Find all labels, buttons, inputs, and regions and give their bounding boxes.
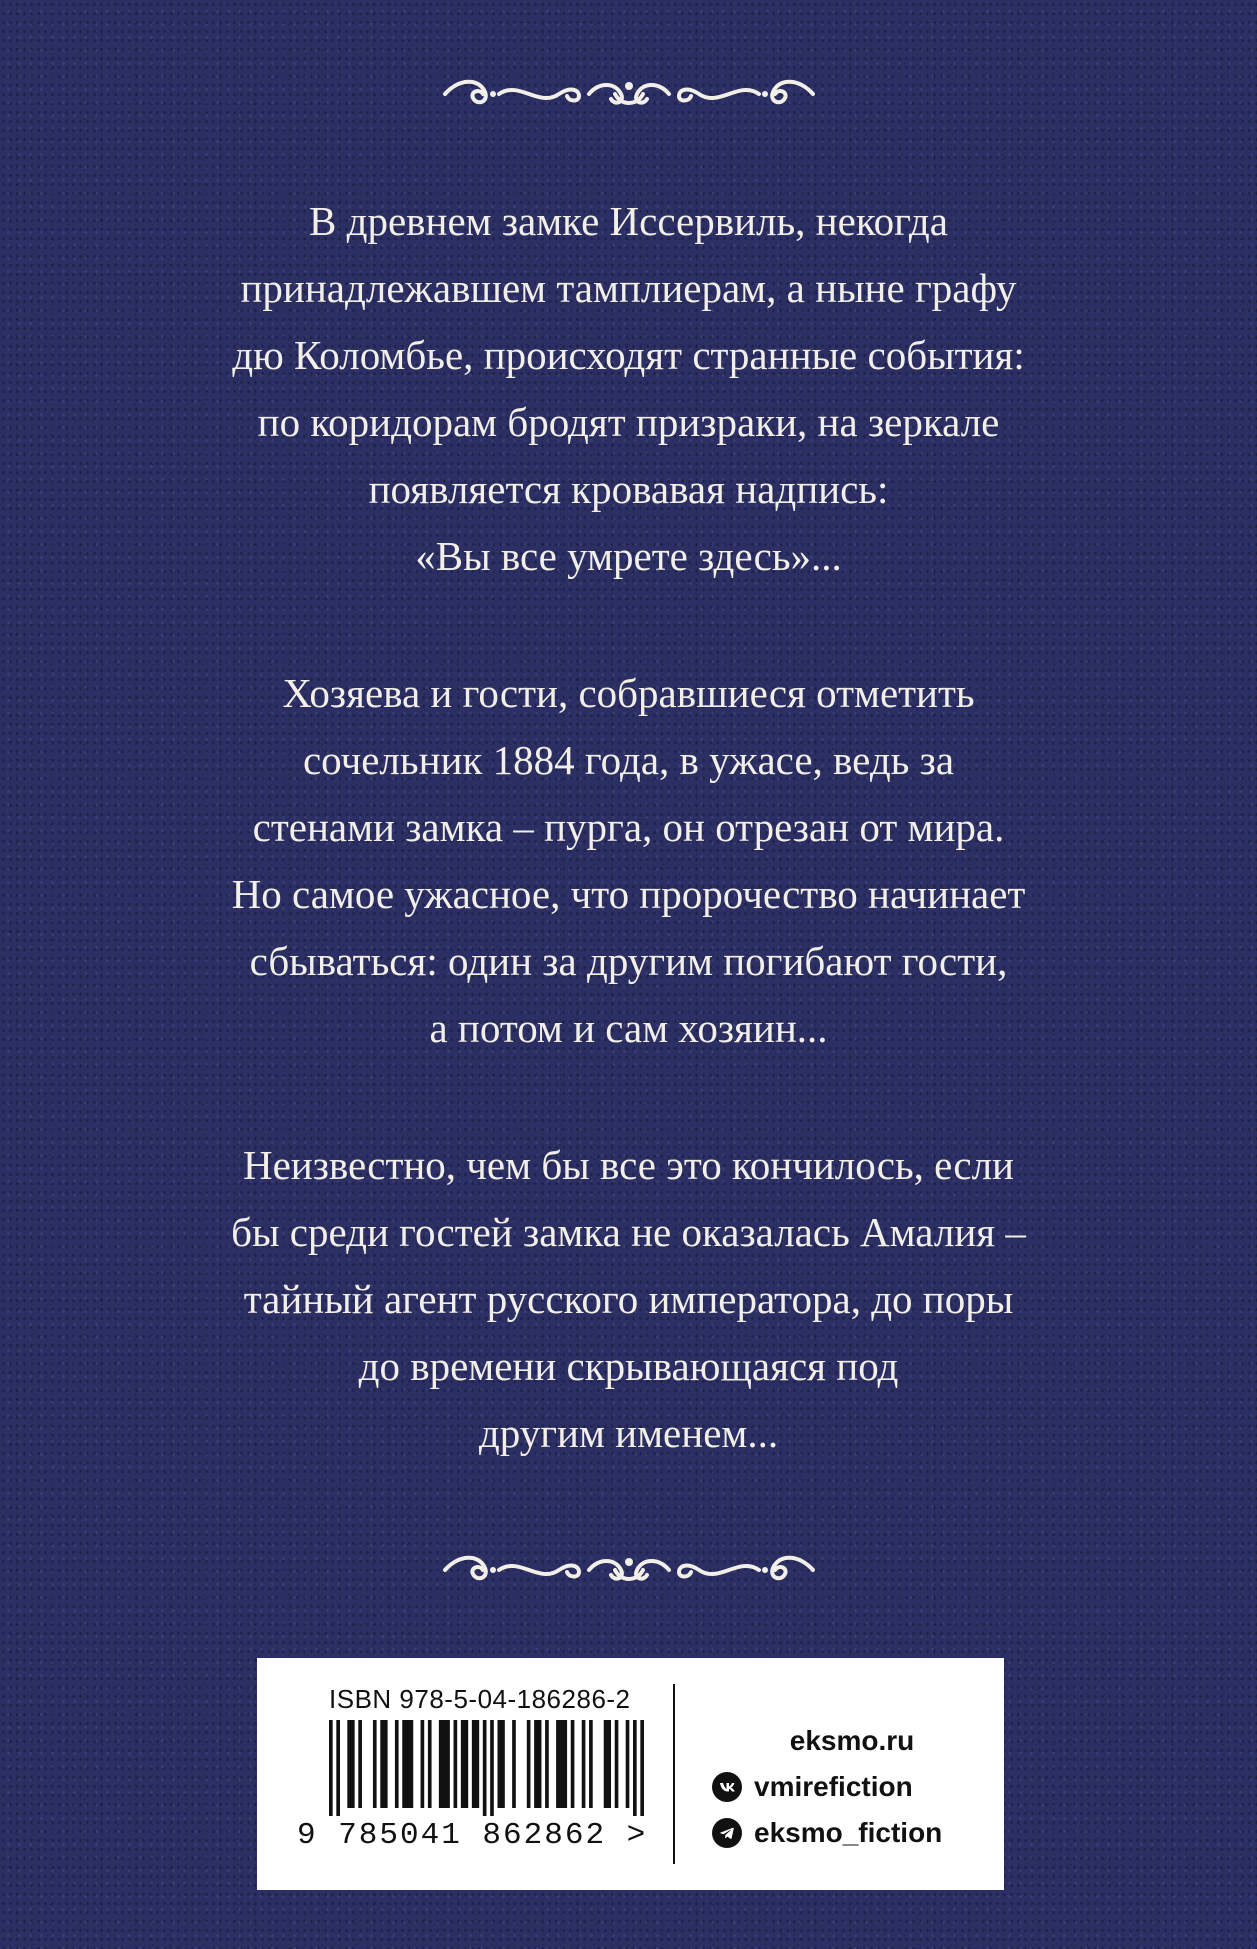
bottom-ornament bbox=[439, 1548, 819, 1592]
barcode-bar bbox=[497, 1720, 504, 1808]
website-text: eksmo.ru bbox=[789, 1725, 915, 1756]
description-line: В древнем замке Иссервиль, некогда bbox=[308, 198, 948, 244]
description-line: дю Коломбье, происходят странные события: bbox=[232, 332, 1025, 378]
description-line: бы среди гостей замка не оказалась Амалия – bbox=[231, 1209, 1026, 1255]
ornament-flourish-icon bbox=[439, 1548, 819, 1592]
description-line: до времени скрывающаяся под bbox=[358, 1343, 899, 1389]
barcode-bar bbox=[472, 1720, 479, 1808]
description-line: принадлежавшем тамплиерам, а ныне графу bbox=[240, 265, 1017, 311]
description-line: «Вы все умрете здесь»... bbox=[415, 533, 842, 579]
description-line: по коридорам бродят призраки, на зеркале bbox=[257, 399, 1000, 445]
barcode-bar bbox=[461, 1720, 468, 1808]
vk-handle: vmirefiction bbox=[754, 1771, 913, 1802]
isbn-text: ISBN 978-5-04-186286-2 bbox=[329, 1684, 631, 1714]
barcode-bar bbox=[589, 1720, 593, 1808]
barcode-bar bbox=[640, 1720, 644, 1816]
barcode-bar bbox=[428, 1720, 432, 1808]
barcode-bar bbox=[604, 1720, 611, 1808]
description-line: сочельник 1884 года, в ужасе, ведь за bbox=[302, 737, 955, 783]
description-line: Неизвестно, чем бы все это кончилось, если bbox=[242, 1142, 1015, 1188]
barcode-bar bbox=[534, 1720, 541, 1808]
description-paragraph-1 bbox=[100, 188, 1157, 590]
barcode-bar bbox=[373, 1720, 377, 1808]
description-paragraph-2 bbox=[100, 660, 1157, 1062]
description-paragraph-3 bbox=[100, 1132, 1157, 1467]
barcode-bar bbox=[358, 1720, 362, 1808]
panel-divider bbox=[673, 1684, 675, 1864]
barcode-bar bbox=[527, 1720, 531, 1808]
barcode-bar bbox=[483, 1720, 487, 1816]
telegram-link[interactable] bbox=[712, 1810, 982, 1856]
barcode-bar bbox=[582, 1720, 586, 1808]
barcode-bar bbox=[626, 1720, 630, 1808]
description-line: другим именем... bbox=[478, 1410, 779, 1456]
description-line: тайный агент русского императора, до поры bbox=[243, 1276, 1014, 1322]
barcode-bar bbox=[615, 1720, 619, 1808]
barcode-digits: 9 785041 862862 > bbox=[297, 1818, 648, 1853]
vk-icon bbox=[712, 1772, 742, 1802]
description-line: появляется кровавая надпись: bbox=[368, 466, 889, 512]
vk-link[interactable] bbox=[712, 1764, 982, 1810]
description-line: Но самое ужасное, что пророчество начинает bbox=[231, 871, 1026, 917]
book-description bbox=[100, 188, 1157, 1537]
barcode-bar bbox=[512, 1720, 516, 1808]
description-line: а потом и сам хозяин... bbox=[429, 1005, 828, 1051]
barcode-bar bbox=[556, 1720, 567, 1808]
barcode bbox=[329, 1720, 644, 1816]
barcode-bar bbox=[395, 1720, 399, 1808]
telegram-icon bbox=[712, 1818, 742, 1848]
barcode-bar bbox=[380, 1720, 387, 1808]
barcode-bar bbox=[402, 1720, 413, 1808]
publisher-info-panel bbox=[257, 1658, 1004, 1890]
barcode-bar bbox=[347, 1720, 354, 1808]
barcode-bar bbox=[545, 1720, 549, 1808]
barcode-bars-icon bbox=[329, 1720, 644, 1816]
barcode-bar bbox=[454, 1720, 458, 1808]
barcode-bar bbox=[439, 1720, 450, 1808]
description-line: Хозяева и гости, собравшиеся отметить bbox=[282, 670, 975, 716]
ornament-flourish-icon bbox=[439, 72, 819, 116]
barcode-bar bbox=[329, 1720, 333, 1816]
barcode-bar bbox=[336, 1720, 340, 1816]
barcode-bar bbox=[490, 1720, 494, 1816]
publisher-links bbox=[712, 1718, 982, 1856]
barcode-bar bbox=[421, 1720, 425, 1808]
top-ornament bbox=[439, 72, 819, 116]
telegram-handle: eksmo_fiction bbox=[754, 1817, 943, 1848]
description-line: сбываться: один за другим погибают гости, bbox=[249, 938, 1008, 984]
website-link[interactable] bbox=[712, 1718, 982, 1764]
barcode-bar bbox=[571, 1720, 575, 1808]
description-line: стенами замка – пурга, он отрезан от мира. bbox=[252, 804, 1005, 850]
barcode-bar bbox=[633, 1720, 637, 1816]
